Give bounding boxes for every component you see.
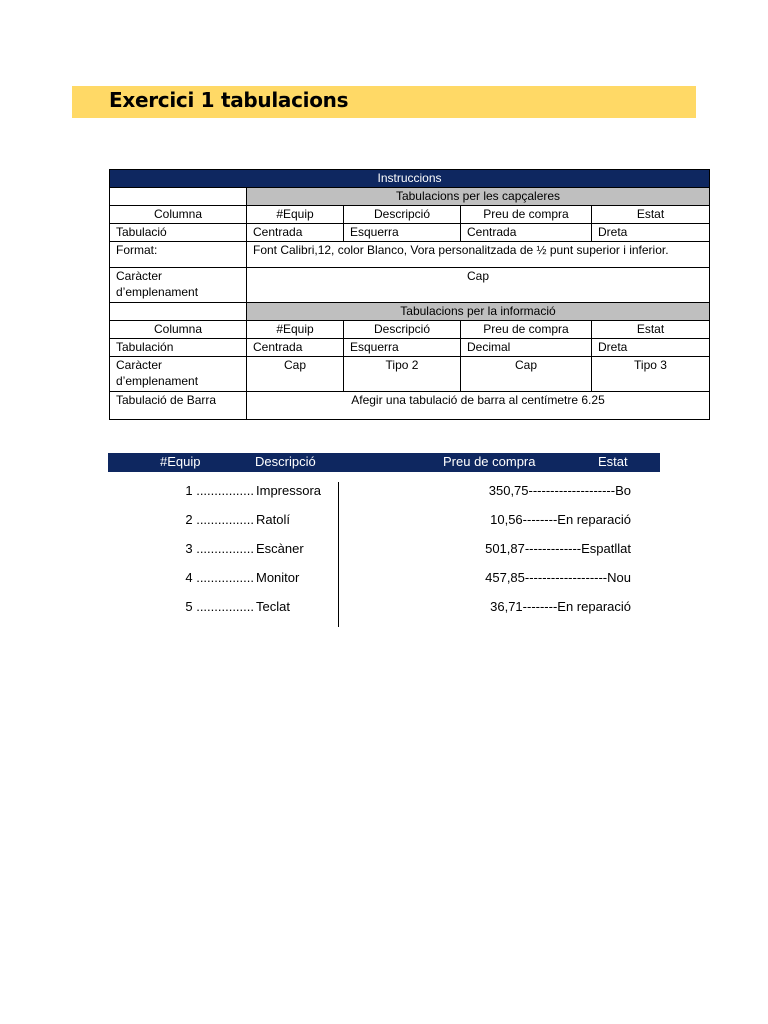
row-label: Tabulació de Barra [110,392,247,420]
column-label: Columna [110,206,247,224]
equip-number: 1 ................ [185,483,254,498]
table-cell: Dreta [592,339,710,357]
table-cell: Esquerra [344,339,461,357]
equip-number: 4 ................ [185,570,254,585]
equip-number: 5 ................ [185,599,254,614]
table-cell: Centrada [461,224,592,242]
row-label: Caràcter d’emplenament [110,357,247,392]
equip-description: Impressora [256,483,322,498]
table-cell: Dreta [592,224,710,242]
column-name: Descripció [344,206,461,224]
list-item [0,541,768,561]
section-title-headers: Tabulacions per les capçaleres [247,188,710,206]
column-name: Preu de compra [461,206,592,224]
price-status: 350,75--------------------Bo [488,483,631,498]
table-cell: Decimal [461,339,592,357]
equip-description: Ratolí [256,512,290,527]
empty-cell [110,303,247,321]
price-status: 457,85-------------------Nou [485,570,631,585]
table-cell: Cap [247,268,710,303]
table-row [110,357,710,392]
section-row-info [110,303,710,321]
row-label: Caràcter d’emplenament [110,268,247,303]
title-bar [72,86,696,118]
list-item [0,483,768,503]
table-cell: Afegir una tabulació de barra al centímetre 6.25 [247,392,710,420]
section-title-info: Tabulacions per la informació [247,303,710,321]
header-estat: Estat [598,454,628,469]
table-row [110,268,710,303]
instructions-header-row [110,170,710,188]
table-row [110,224,710,242]
equip-description: Teclat [256,599,290,614]
instructions-table [109,169,710,420]
table-cell: Tipo 2 [344,357,461,392]
header-preu: Preu de compra [443,454,536,469]
column-name: Estat [592,206,710,224]
column-name: Preu de compra [461,321,592,339]
table-row [110,392,710,420]
list-item [0,599,768,619]
section-row-headers [110,188,710,206]
table-row [110,206,710,224]
table-cell: Cap [247,357,344,392]
header-descripcio: Descripció [255,454,316,469]
instructions-header: Instruccions [110,170,710,188]
table-cell: Centrada [247,224,344,242]
list-item [0,512,768,532]
row-label: Format: [110,242,247,268]
table-row [110,339,710,357]
price-status: 10,56--------En reparació [490,512,631,527]
equip-number: 2 ................ [185,512,254,527]
table-cell: Tipo 3 [592,357,710,392]
table-row [110,242,710,268]
table-cell: Centrada [247,339,344,357]
table-row [110,321,710,339]
column-name: #Equip [247,321,344,339]
row-label: Tabulació [110,224,247,242]
data-header-bar [108,453,660,472]
header-equip: #Equip [160,454,201,469]
page-title: Exercici 1 tabulacions [109,88,349,112]
column-name: #Equip [247,206,344,224]
column-label: Columna [110,321,247,339]
equip-number: 3 ................ [185,541,254,556]
table-cell: Esquerra [344,224,461,242]
column-name: Descripció [344,321,461,339]
table-cell: Cap [461,357,592,392]
row-label: Tabulación [110,339,247,357]
price-status: 36,71--------En reparació [490,599,631,614]
equip-description: Monitor [256,570,300,585]
equip-description: Escàner [256,541,304,556]
column-name: Estat [592,321,710,339]
price-status: 501,87-------------Espatllat [485,541,631,556]
table-cell: Font Calibri,12, color Blanco, Vora personalitzada de ½ punt superior i inferior. [247,242,710,268]
list-item [0,570,768,590]
empty-cell [110,188,247,206]
